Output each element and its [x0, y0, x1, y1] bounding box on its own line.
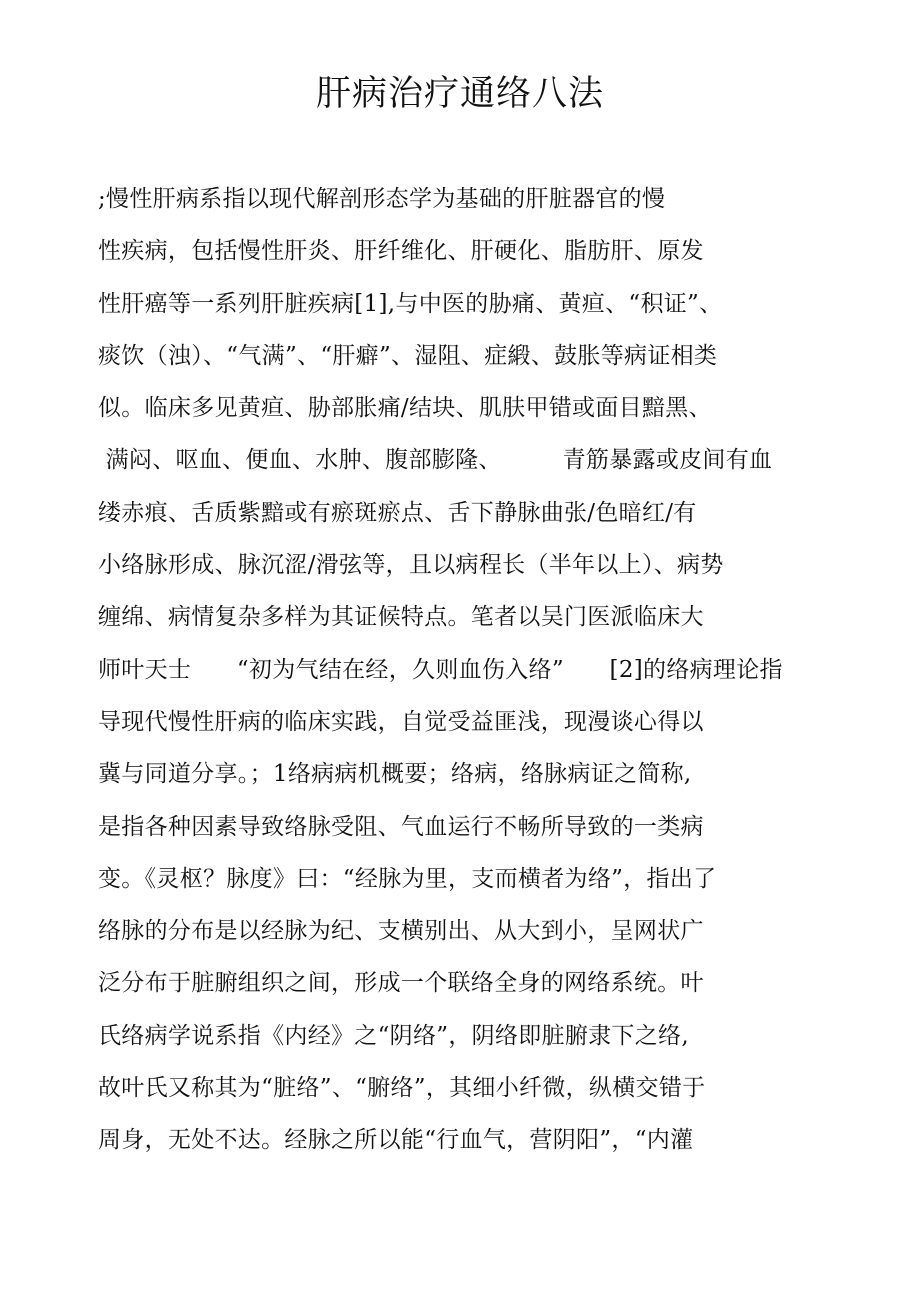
body-line: 性疾病，包括慢性肝炎、肝纤维化、肝硬化、脂肪肝、原发: [98, 238, 704, 265]
body-line: 是指各种因素导致络脉受阻、气血运行不畅所导致的一类病: [98, 813, 704, 840]
body-line: 满闷、呕血、便血、水肿、腹部膨隆、 青筋暴露或皮间有血: [98, 447, 773, 474]
document-body: [98, 176, 898, 1170]
body-line: 故叶氏又称其为“脏络”、“腑络”，其细小纤微，纵横交错于: [98, 1075, 706, 1102]
body-line: ;慢性肝病系指以现代解剖形态学为基础的肝脏器官的慢: [98, 186, 666, 212]
document-title: 肝病治疗通络八法: [315, 74, 604, 114]
body-line: 变。《灵枢？脉度》曰：“经脉为里，支而横者为络”，指出了: [98, 865, 717, 892]
body-line: 导现代慢性肝病的临床实践，自觉受益匪浅，现漫谈心得以: [98, 708, 704, 735]
body-line: 性肝癌等一系列肝脏疾病[1],与中医的胁痛、黄疸、“积证”、: [98, 290, 723, 317]
body-line: 泛分布于脏腑组织之间，形成一个联络全身的网络系统。叶: [98, 970, 704, 997]
body-line: 似。临床多见黄疸、胁部胀痛/结块、肌肤甲错或面目黯黑、: [98, 395, 712, 422]
body-line: 氏络病学说系指《内经》之“阴络”，阴络即脏腑隶下之络,: [98, 1022, 689, 1049]
body-line: 冀与同道分享。；1络病病机概要；络病，络脉病证之简称,: [98, 761, 692, 788]
body-line: 痰饮（浊）、“气满”、“肝癖”、湿阻、症緞、鼓胀等病证相类: [98, 342, 718, 369]
body-line: 缠绵、病情复杂多样为其证候特点。笔者以吴门医派临床大: [98, 604, 704, 631]
body-line: 小络脉形成、脉沉涩/滑弦等，且以病程长（半年以上）、病势: [98, 552, 724, 579]
body-line: 络脉的分布是以经脉为纪、支横别出、从大到小，呈网状广: [98, 918, 704, 945]
body-line: 师叶天士 “初为气结在经，久则血伤入络” [2]的络病理论指: [98, 656, 783, 683]
body-line: 缕赤痕、舌质紫黯或有瘀斑瘀点、舌下静脉曲张/色暗红/有: [98, 499, 697, 526]
body-line: 周身，无处不达。经脉之所以能“行血气，营阴阳”，“内灌: [98, 1127, 694, 1154]
